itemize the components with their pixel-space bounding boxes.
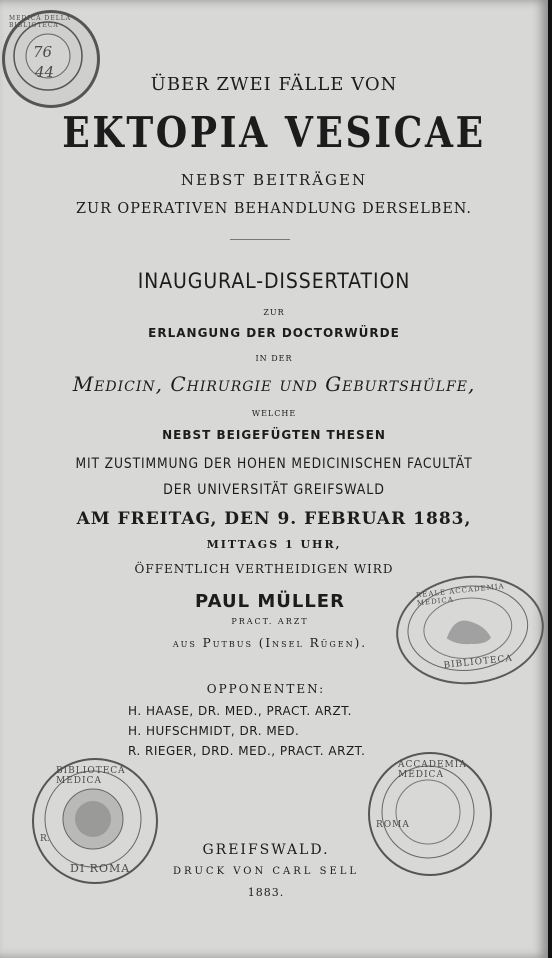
author-origin: aus Putbus (Insel Rügen). xyxy=(172,636,368,650)
opponents-list xyxy=(128,704,365,764)
stamp-right-bottom-text: BIBLIOTECA xyxy=(443,653,514,671)
author-title: PRACT. ARZT xyxy=(231,617,309,626)
main-title: EKTOPIA VESICAE xyxy=(62,108,486,157)
imprint-printer: DRUCK VON CARL SELL xyxy=(172,866,360,877)
stamp-br-ring-text: ACCADEMIA MEDICA xyxy=(398,760,467,780)
stamp-number-bottom: 44 xyxy=(35,63,55,81)
imprint-city: GREIFSWALD. xyxy=(202,842,330,858)
title-line-1: ÜBER ZWEI FÄLLE VON xyxy=(150,74,398,95)
thesen-text: NEBST BEIGEFÜGTEN THESEN xyxy=(162,428,386,442)
opponent-1: H. HAASE, DR. MED., PRACT. ARZT. xyxy=(128,704,352,718)
faculties-text: Medicin, Chirurgie und Geburtshülfe, xyxy=(72,372,476,396)
library-stamp-right xyxy=(391,569,549,692)
stamp-bl-ring-text: BIBLIOTECA MEDICA xyxy=(56,766,126,786)
date-text: AM FREITAG, DEN 9. FEBRUAR 1883, xyxy=(76,509,472,529)
stamp-br-left-text: ROMA xyxy=(376,820,410,830)
title-line-4: ZUR OPERATIVEN BEHANDLUNG DERSELBEN. xyxy=(76,199,472,217)
zustimmung-text: MIT ZUSTIMMUNG DER HOHEN MEDICINISCHEN FACULTÄT xyxy=(75,456,473,472)
zur-text: ZUR xyxy=(263,308,285,317)
erlangung-text: ERLANGUNG DER DOCTORWÜRDE xyxy=(148,326,400,340)
opponent-2: H. HUFSCHMIDT, DR. MED. xyxy=(128,724,300,738)
stamp-ring-text: MEDICA DELLA BIBLIOTECA xyxy=(9,15,72,29)
dissertation-heading: INAUGURAL-DISSERTATION xyxy=(137,269,411,293)
divider-rule xyxy=(230,239,290,240)
verteidigen-text: ÖFFENTLICH VERTHEIDIGEN WIRD xyxy=(134,562,394,576)
opponents-heading: OPPONENTEN: xyxy=(206,682,326,696)
stamp-number-top: 76 xyxy=(33,43,53,61)
time-text: MITTAGS 1 UHR, xyxy=(206,538,342,551)
universitaet-text: DER UNIVERSITÄT GREIFSWALD xyxy=(163,482,385,498)
stamp-right-ring-text: REALE ACCADEMIA MEDICA xyxy=(415,582,505,608)
imprint-year: 1883. xyxy=(247,886,285,899)
opponent-3: R. RIEGER, DRD. MED., PRACT. ARZT. xyxy=(128,744,366,758)
title-line-3: NEBST BEITRÄGEN xyxy=(180,171,368,189)
welche-text: WELCHE xyxy=(251,409,297,418)
page-edge xyxy=(548,0,552,958)
in-der-text: IN DER xyxy=(255,354,293,363)
stamp-bl-bottom-text: DI ROMA xyxy=(70,862,131,875)
stamp-bl-side-text: R. xyxy=(40,834,50,844)
author-name: PAUL MÜLLER xyxy=(195,591,345,612)
